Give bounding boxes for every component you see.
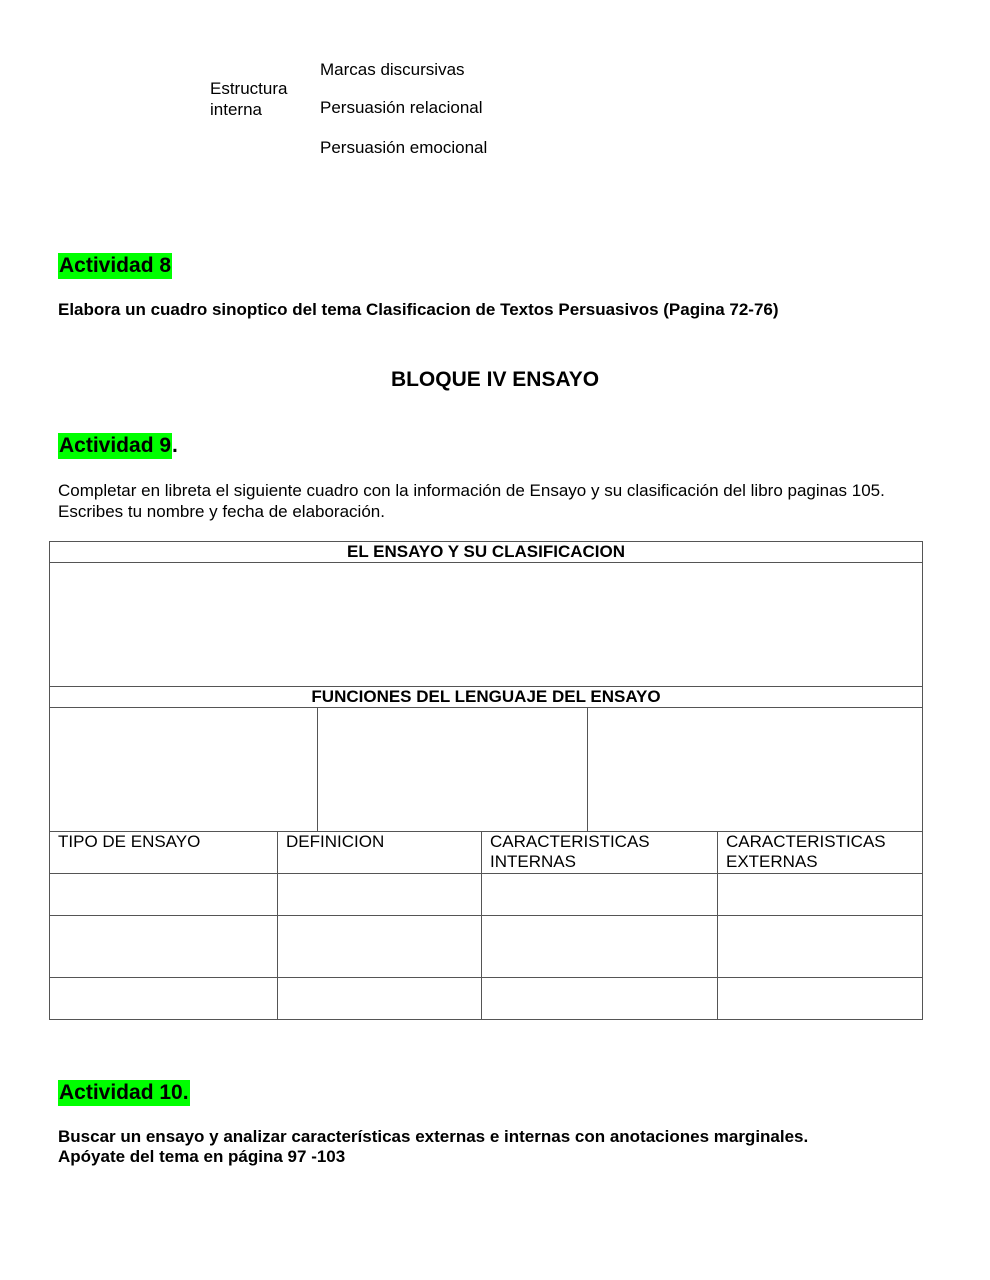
table-cell — [50, 916, 278, 978]
column-header-caracteristicas-externas: CARACTERISTICAS EXTERNAS — [718, 832, 923, 874]
table-cell — [278, 874, 482, 916]
table-cell — [718, 874, 923, 916]
funciones-lenguaje-header: FUNCIONES DEL LENGUAJE DEL ENSAYO — [50, 687, 923, 708]
column-header-caracteristicas-internas: CARACTERISTICAS INTERNAS — [482, 832, 718, 874]
actividad-8-text: Elabora un cuadro sinoptico del tema Clasificacion de Textos Persuasivos (Pagina 72-76) — [58, 300, 779, 319]
table-cell — [718, 916, 923, 978]
table-cell — [278, 916, 482, 978]
table-cell — [50, 874, 278, 916]
bloque-iv-title: BLOQUE IV ENSAYO — [390, 368, 600, 391]
table-cell — [278, 978, 482, 1020]
column-header-tipo: TIPO DE ENSAYO — [50, 832, 278, 874]
actividad-8-heading — [58, 253, 172, 279]
actividad-9-heading — [58, 433, 178, 459]
table-cell — [482, 874, 718, 916]
actividad-10-line-1: Buscar un ensayo y analizar características externas e internas con anotaciones marginales. — [58, 1127, 809, 1146]
table-cell — [718, 978, 923, 1020]
actividad-9-title: Actividad 9 — [59, 434, 172, 457]
actividad-9-title-suffix: . — [172, 434, 178, 457]
table-row — [50, 916, 923, 978]
actividad-10-heading — [58, 1080, 190, 1106]
table-cell — [50, 978, 278, 1020]
funcion-cell-3 — [588, 708, 923, 832]
ensayo-table — [49, 541, 923, 1020]
actividad-10-title: Actividad 10. — [59, 1081, 189, 1104]
marcas-discursivas-item: Marcas discursivas — [320, 60, 465, 79]
table-cell — [482, 916, 718, 978]
ensayo-clasificacion-header: EL ENSAYO Y SU CLASIFICACION — [50, 542, 923, 563]
actividad-8-title: Actividad 8 — [59, 254, 172, 277]
actividad-10-line-2: Apóyate del tema en página 97 -103 — [58, 1147, 346, 1166]
table-row — [50, 978, 923, 1020]
column-header-definicion: DEFINICION — [278, 832, 482, 874]
estructura-interna-label: Estructura interna — [210, 79, 288, 119]
persuasion-emocional-item: Persuasión emocional — [320, 138, 488, 157]
persuasion-relacional-item: Persuasión relacional — [320, 98, 483, 117]
funcion-cell-2 — [318, 708, 588, 832]
table-cell — [482, 978, 718, 1020]
actividad-9-text: Completar en libreta el siguiente cuadro con la información de Ensayo y su clasificación del libro paginas 105. Escribes tu nombre y fecha de elaboración. — [58, 481, 885, 521]
funcion-cell-1 — [50, 708, 318, 832]
table-row — [50, 874, 923, 916]
ensayo-clasificacion-cell — [50, 563, 923, 687]
